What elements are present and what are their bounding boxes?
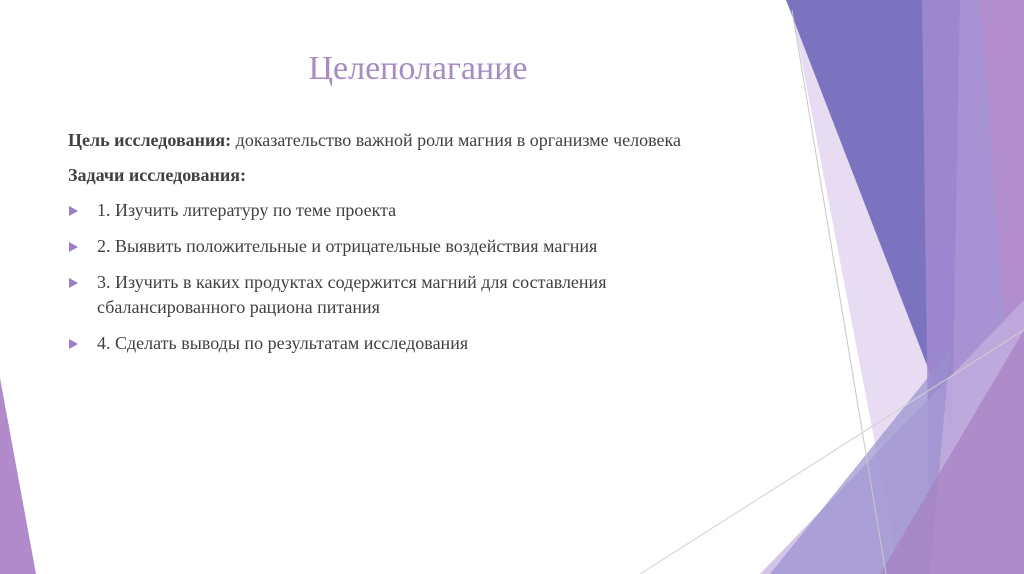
arrow-bullet-icon	[69, 242, 78, 252]
slide-content	[68, 128, 728, 367]
task-text: 4. Сделать выводы по результатам исследования	[97, 333, 469, 353]
goal-paragraph	[68, 128, 728, 153]
tasks-list	[68, 198, 728, 356]
slide-title: Целеполагание	[308, 50, 528, 87]
task-text: 3. Изучить в каких продуктах содержится магний для составления сбалансированного рациона питания	[97, 272, 607, 317]
goal-text: доказательство важной роли магния в организме человека	[231, 130, 681, 150]
list-item	[68, 234, 728, 259]
tasks-heading: Задачи исследования:	[68, 165, 246, 185]
task-text: 1. Изучить литературу по теме проекта	[97, 200, 397, 220]
list-item	[68, 270, 728, 320]
arrow-bullet-icon	[69, 206, 78, 216]
left-purple-shape	[0, 378, 36, 574]
arrow-bullet-icon	[69, 339, 78, 349]
list-item	[68, 198, 728, 223]
goal-label: Цель исследования:	[68, 130, 232, 150]
list-item	[68, 331, 728, 356]
task-text: 2. Выявить положительные и отрицательные воздействия магния	[97, 236, 598, 256]
arrow-bullet-icon	[69, 278, 78, 288]
